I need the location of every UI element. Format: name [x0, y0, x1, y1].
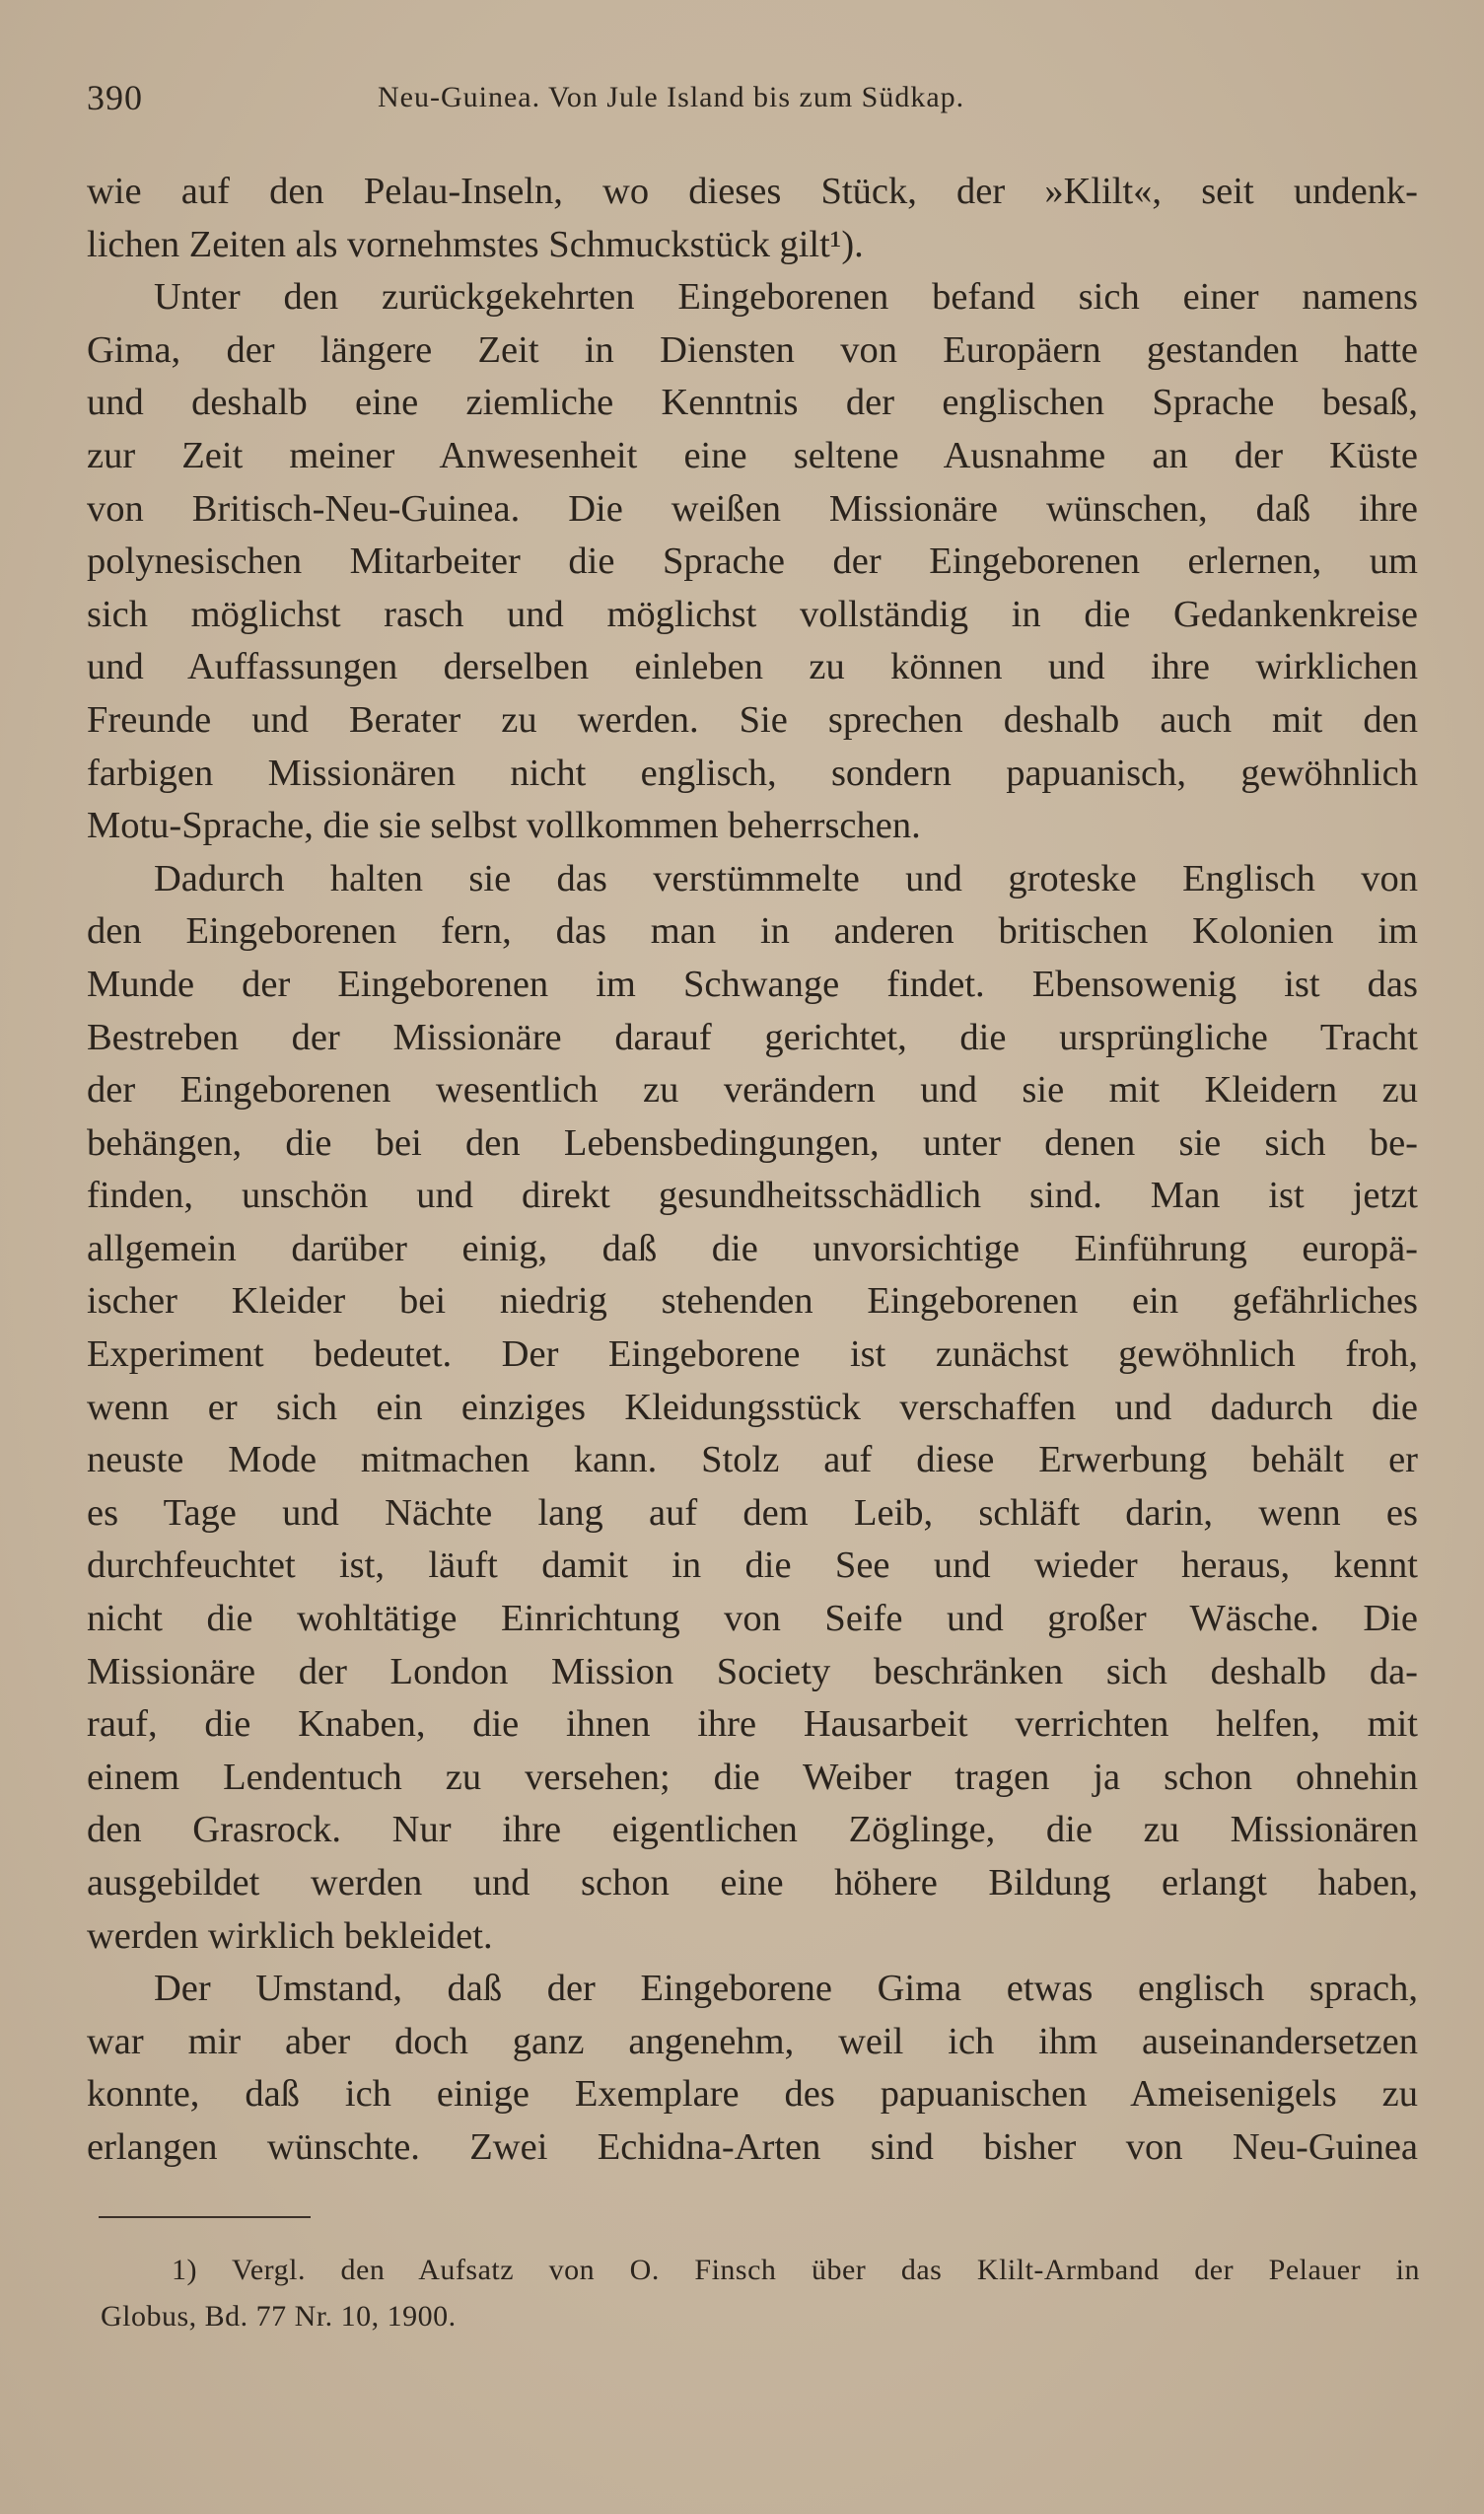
text-line: war mir aber doch ganz angenehm, weil ich ihm auseinandersetzen	[87, 2020, 1418, 2062]
text-line: polynesischen Mitarbeiter die Sprache der Eingeborenen erlernen, um	[87, 540, 1418, 583]
text-line: wenn er sich ein einziges Kleidungsstück verschaffen und dadurch die	[87, 1386, 1418, 1428]
text-line: Gima, der längere Zeit in Diensten von Europäern gestanden hatte	[87, 328, 1418, 371]
footnote-divider	[99, 2216, 311, 2218]
text-line: werden wirklich bekleidet.	[87, 1914, 493, 1957]
text-line: Unter den zurückgekehrten Eingeborenen befand sich einer namens	[154, 276, 1418, 319]
text-line: nicht die wohltätige Einrichtung von Seife und großer Wäsche. Die	[87, 1598, 1418, 1640]
text-line: Experiment bedeutet. Der Eingeborene ist zunächst gewöhnlich froh,	[87, 1333, 1418, 1376]
text-line: zur Zeit meiner Anwesenheit eine seltene Ausnahme an der Küste	[87, 434, 1418, 476]
footnote-line: 1) Vergl. den Aufsatz von O. Finsch über das Klilt-Armband der Pelauer in	[172, 2254, 1420, 2286]
text-line: Der Umstand, daß der Eingeborene Gima etwas englisch sprach,	[154, 1968, 1418, 2010]
text-line: lichen Zeiten als vornehmstes Schmuckstück gilt¹).	[87, 223, 864, 265]
text-line: Motu-Sprache, die sie selbst vollkommen beherrschen.	[87, 805, 921, 847]
text-line: Munde der Eingeborenen im Schwange findet. Ebensowenig ist das	[87, 963, 1418, 1005]
text-line: ischer Kleider bei niedrig stehenden Eingeborenen ein gefährliches	[87, 1280, 1418, 1323]
text-line: es Tage und Nächte lang auf dem Leib, schläft darin, wenn es	[87, 1491, 1418, 1534]
page-header	[87, 77, 1418, 126]
body-text	[87, 166, 1418, 2175]
text-line: und deshalb eine ziemliche Kenntnis der englischen Sprache besaß,	[87, 382, 1418, 424]
footnote-line: Globus, Bd. 77 Nr. 10, 1900.	[101, 2300, 457, 2333]
text-line: erlangen wünschte. Zwei Echidna-Arten sind bisher von Neu-Guinea	[87, 2125, 1418, 2168]
text-line: finden, unschön und direkt gesundheitsschädlich sind. Man ist jetzt	[87, 1175, 1418, 1217]
text-line: sich möglichst rasch und möglichst vollständig in die Gedankenkreise	[87, 593, 1418, 635]
text-line: konnte, daß ich einige Exemplare des papuanischen Ameisenigels zu	[87, 2073, 1418, 2116]
text-line: wie auf den Pelau-Inseln, wo dieses Stück, der »Klilt«, seit undenk-	[87, 171, 1418, 212]
text-line: durchfeuchtet ist, läuft damit in die See und wieder heraus, kennt	[87, 1544, 1418, 1587]
text-line: farbigen Missionären nicht englisch, sondern papuanisch, gewöhnlich	[87, 752, 1418, 794]
text-line: neuste Mode mitmachen kann. Stolz auf diese Erwerbung behält er	[87, 1439, 1418, 1481]
page-number: 390	[87, 78, 143, 117]
text-line: allgemein darüber einig, daß die unvorsichtige Einführung europä-	[87, 1227, 1418, 1269]
text-line: ausgebildet werden und schon eine höhere Bildung erlangt haben,	[87, 1862, 1418, 1903]
text-line: Missionäre der London Mission Society beschränken sich deshalb da-	[87, 1650, 1418, 1692]
text-line: den Eingeborenen fern, das man in anderen britischen Kolonien im	[87, 910, 1418, 953]
text-line: rauf, die Knaben, die ihnen ihre Hausarbeit verrichten helfen, mit	[87, 1703, 1418, 1746]
text-line: Dadurch halten sie das verstümmelte und groteske Englisch von	[154, 857, 1418, 899]
text-line: und Auffassungen derselben einleben zu können und ihre wirklichen	[87, 646, 1418, 688]
text-line: der Eingeborenen wesentlich zu verändern und sie mit Kleidern zu	[87, 1069, 1418, 1112]
text-line: einem Lendentuch zu versehen; die Weiber tragen ja schon ohnehin	[87, 1756, 1418, 1798]
text-line: Bestreben der Missionäre darauf gerichtet, die ursprüngliche Tracht	[87, 1016, 1418, 1058]
text-line: Freunde und Berater zu werden. Sie sprechen deshalb auch mit den	[87, 698, 1418, 741]
text-line: den Grasrock. Nur ihre eigentlichen Zöglinge, die zu Missionären	[87, 1809, 1418, 1851]
text-line: behängen, die bei den Lebensbedingungen, unter denen sie sich be-	[87, 1121, 1418, 1164]
text-line: von Britisch-Neu-Guinea. Die weißen Missionäre wünschen, daß ihre	[87, 487, 1418, 530]
running-head: Neu-Guinea. Von Jule Island bis zum Südkap.	[378, 81, 965, 113]
footnote	[101, 2247, 1420, 2339]
